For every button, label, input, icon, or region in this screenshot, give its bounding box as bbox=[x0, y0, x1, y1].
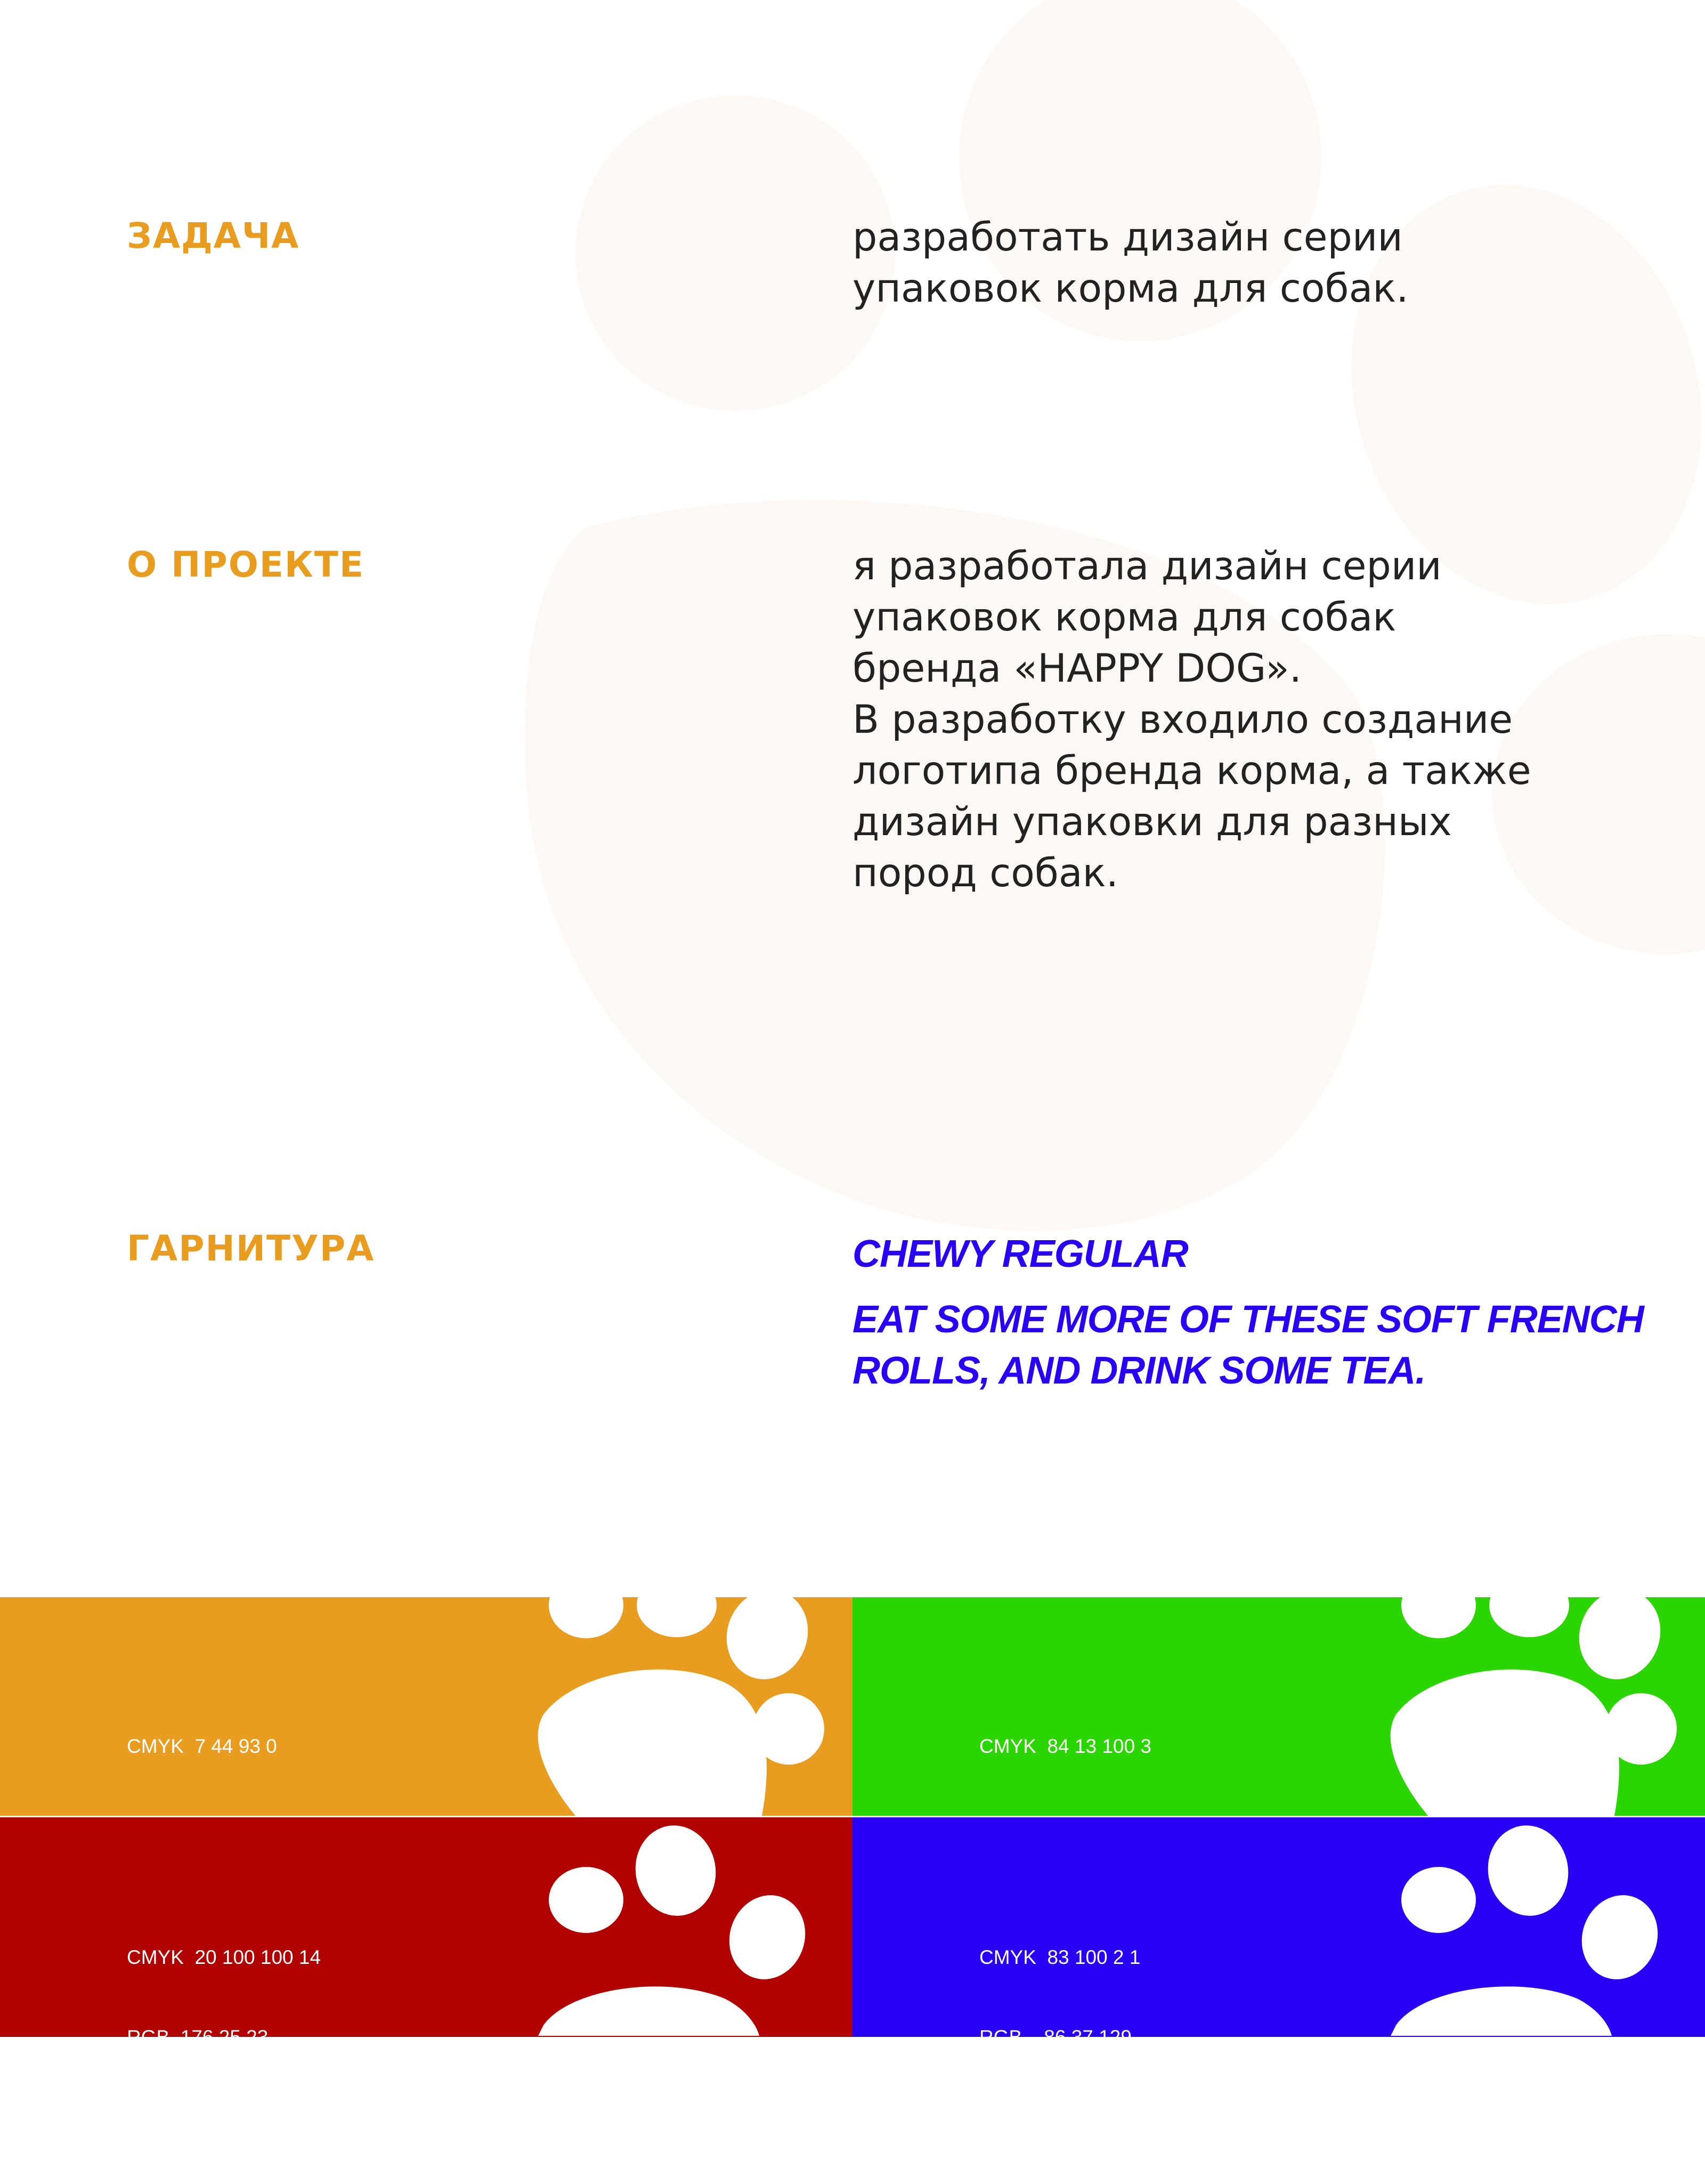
color-swatch-green bbox=[852, 1597, 1705, 1816]
paw-toe bbox=[628, 1819, 722, 1922]
about-line: бренда «HAPPY DOG». bbox=[852, 646, 1302, 691]
paw-pad bbox=[1391, 1670, 1619, 1816]
task-line: разработать дизайн серии bbox=[852, 215, 1403, 260]
task-line: упаковок корма для собак. bbox=[852, 266, 1409, 311]
paw-pad bbox=[1391, 1986, 1612, 2036]
about-line: дизайн упаковки для разных bbox=[852, 799, 1452, 845]
paw-toe bbox=[1401, 1867, 1476, 1933]
paw-toe bbox=[1570, 1884, 1669, 1990]
hex-value: #b01917 bbox=[127, 2106, 204, 2128]
about-line: логотипа бренда корма, а также bbox=[852, 748, 1531, 794]
color-spec bbox=[979, 1891, 1140, 2184]
cmyk-value: CMYK 83 100 2 1 bbox=[979, 1946, 1141, 1968]
paw-toe bbox=[1481, 1819, 1575, 1922]
rgb-value: RGB 86 37 129 bbox=[979, 2026, 1132, 2048]
paw-toe bbox=[637, 1573, 717, 1637]
color-spec bbox=[127, 1891, 321, 2184]
cmyk-value: CMYK 20 100 100 14 bbox=[127, 1946, 321, 1968]
color-swatch-red bbox=[0, 1817, 852, 2128]
task-description bbox=[852, 212, 1409, 314]
paw-toe bbox=[1401, 1572, 1476, 1638]
rgb-value: RGB 176 25 23 bbox=[127, 2026, 269, 2048]
color-swatch-orange bbox=[0, 1597, 852, 1816]
about-heading: О ПРОЕКТЕ bbox=[127, 544, 364, 585]
font-sample-line: ROLLS, AND DRINK SOME TEA. bbox=[852, 1349, 1426, 1392]
paw-toe bbox=[549, 1572, 623, 1638]
paw-toe bbox=[1489, 1573, 1569, 1637]
paw-toe bbox=[549, 1867, 623, 1933]
font-name: CHEWY REGULAR bbox=[852, 1233, 1188, 1275]
typeface-heading: ГАРНИТУРА bbox=[127, 1228, 375, 1269]
about-line: упаковок корма для собак bbox=[852, 595, 1397, 640]
hex-value: #562581 bbox=[979, 2106, 1057, 2128]
paw-toe bbox=[718, 1884, 817, 1990]
paw-toe-1 bbox=[575, 95, 895, 411]
font-sample-text bbox=[852, 1294, 1644, 1396]
about-line: пород собак. bbox=[852, 851, 1118, 896]
about-description bbox=[852, 541, 1531, 899]
task-heading: ЗАДАЧА bbox=[127, 215, 300, 256]
cmyk-value: CMYK 7 44 93 0 bbox=[127, 1735, 277, 1757]
paw-pad bbox=[538, 1986, 759, 2036]
about-line: я разработала дизайн серии bbox=[852, 544, 1442, 589]
cmyk-value: CMYK 84 13 100 3 bbox=[979, 1735, 1151, 1757]
color-swatch-blue bbox=[852, 1817, 1705, 2128]
about-line: В разработку входило создание bbox=[852, 697, 1513, 742]
paw-pad bbox=[538, 1670, 767, 1816]
font-sample-line: EAT SOME MORE OF THESE SOFT FRENCH bbox=[852, 1298, 1644, 1341]
